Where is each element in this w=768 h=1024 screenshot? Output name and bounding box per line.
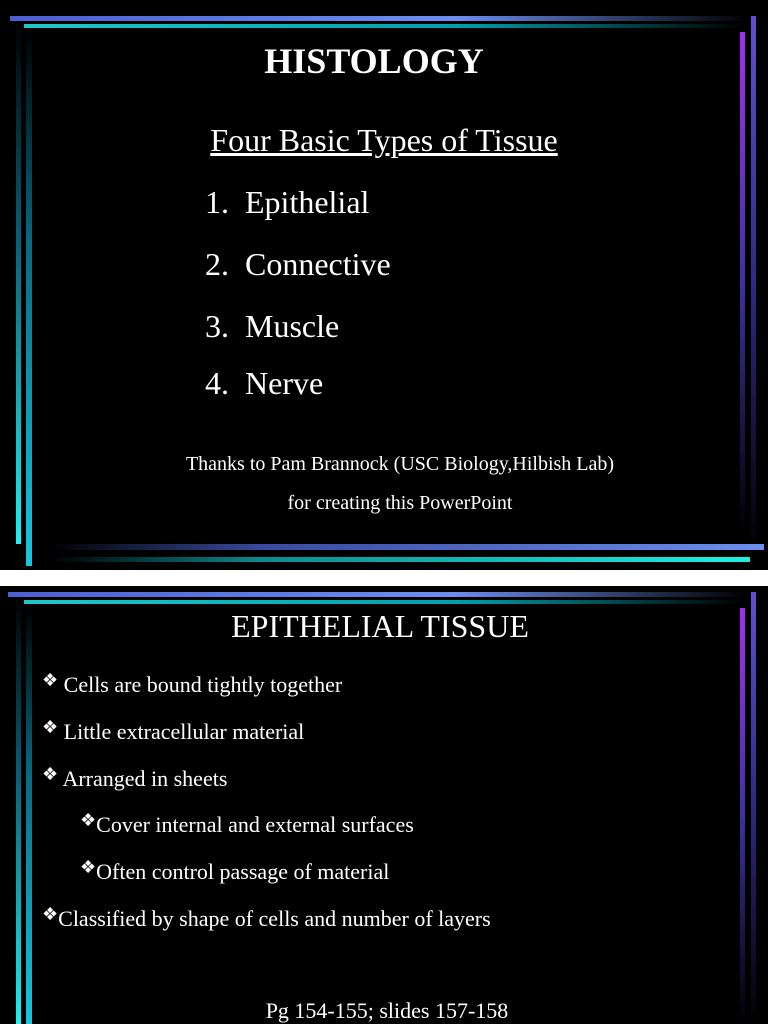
bullet-text: Classified by shape of cells and number of layers [58,906,491,931]
list-label: Nerve [245,365,324,401]
bullet-text: Little extracellular material [63,719,305,744]
bullet-item [42,906,491,932]
decor-bar-bottom-cyan [50,557,750,562]
diamond-bullet-icon: ❖ [42,717,59,737]
bullet-item [42,719,304,745]
list-item [205,246,391,283]
diamond-bullet-icon: ❖ [42,764,59,784]
diamond-bullet-icon: ❖ [42,670,59,690]
list-item [205,365,323,402]
list-number: 1. [205,184,229,220]
page-reference: Pg 154-155; slides 157-158 [265,998,509,1023]
decor-bar-top-blue [10,16,750,21]
credit-line-2: for creating this PowerPoint [287,492,513,514]
decor-bar-top-cyan [24,24,744,28]
bullet-text: Arranged in sheets [62,766,228,791]
credit-line-1: Thanks to Pam Brannock (USC Biology,Hilbish Lab) [185,453,615,475]
diamond-bullet-icon: ❖ [80,810,97,830]
diamond-bullet-icon: ❖ [80,857,97,877]
slide-subtitle: Four Basic Types of Tissue [210,122,558,158]
decor-bar-left-outer [16,596,21,1024]
diamond-bullet-icon: ❖ [42,904,59,924]
decor-bar-top-blue [8,592,748,597]
sub-bullet-item [80,812,414,838]
list-label: Muscle [245,308,340,344]
decor-bar-bottom-blue [50,544,764,550]
slide-epithelial-tissue [0,586,768,1024]
decor-bar-top-cyan [24,600,744,604]
bullet-item [42,672,342,698]
bullet-text: Cells are bound tightly together [63,672,343,697]
list-number: 3. [205,308,229,344]
list-label: Epithelial [245,184,370,220]
list-item [205,184,369,221]
list-label: Connective [245,246,391,282]
list-number: 2. [205,246,229,282]
decor-bar-left-inner [26,30,32,566]
bullet-item [42,766,227,792]
slide-title: HISTOLOGY [264,41,484,81]
slide-title: EPITHELIAL TISSUE [231,608,529,644]
decor-bar-right-purple [740,608,745,1024]
sub-bullet-item [80,859,389,885]
decor-bar-left-inner [26,606,32,1024]
bullet-text: Cover internal and external surfaces [96,812,414,837]
bullet-text: Often control passage of material [96,859,390,884]
list-number: 4. [205,365,229,401]
decor-bar-right-blue [751,592,756,1024]
list-item [205,308,339,345]
